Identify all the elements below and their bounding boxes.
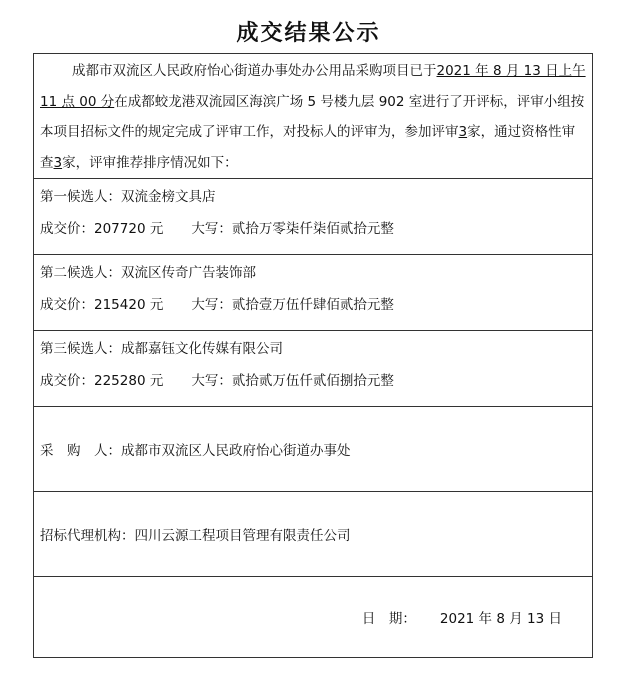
candidate-name-line: [40, 333, 586, 365]
candidate-rank-label: 第二候选人：: [40, 265, 121, 281]
price-words: 贰拾壹万伍仟肆佰贰拾元整: [231, 297, 394, 313]
purchaser-cell: [34, 407, 593, 492]
intro-text-1: 成都市双流区人民政府怡心街道办事处办公用品采购项目已于: [72, 63, 437, 79]
intro-date-time: 2021 年 8 月 13 日上午 11 点 00 分: [40, 63, 586, 110]
price-value: 225280 元: [94, 373, 164, 389]
price-value: 207720 元: [94, 221, 164, 237]
review-count: 3: [458, 124, 468, 140]
purchaser-row: [34, 407, 593, 492]
intro-text-3: 家，通过资格性审查: [40, 124, 576, 171]
intro-text-2: 在成都蛟龙港双流园区海滨广场 5 号楼九层 902 室进行了开评标，评审小组按本项目招标文件的规定完成了评审工作，对投标人的评审为，参加评审: [40, 93, 585, 140]
date-label: 日 期：: [361, 611, 416, 627]
price-words: 贰拾贰万伍仟贰佰捌拾元整: [231, 373, 394, 389]
candidate-cell: [34, 179, 593, 255]
candidate-rank-label: 第三候选人：: [40, 341, 121, 357]
agency-row: [34, 492, 593, 577]
price-label: 成交价：: [40, 373, 94, 389]
candidate-rank-label: 第一候选人：: [40, 189, 121, 205]
agency-value: 四川云源工程项目管理有限责任公司: [134, 528, 351, 544]
date-row: [34, 577, 593, 658]
page-title: 成交结果公示: [236, 20, 381, 46]
agency-cell: [34, 492, 593, 577]
candidate-name: 双流区传奇广告装饰部: [121, 265, 256, 281]
intro-text-4: 家，评审推荐排序情况如下：: [62, 154, 238, 171]
pass-count: 3: [53, 154, 63, 171]
price-value: 215420 元: [94, 297, 164, 313]
candidate-price-line: [40, 365, 586, 397]
candidate-row-2: [34, 255, 593, 331]
purchaser-value: 成都市双流区人民政府怡心街道办事处: [121, 443, 351, 459]
purchaser-label: 采 购 人：: [40, 443, 121, 459]
intro-paragraph: [34, 54, 593, 179]
candidate-price-line: [40, 289, 586, 321]
candidate-row-1: [34, 179, 593, 255]
candidate-price-line: [40, 213, 586, 245]
price-label: 成交价：: [40, 221, 94, 237]
price-label: 成交价：: [40, 297, 94, 313]
agency-label: 招标代理机构：: [40, 528, 135, 544]
words-label: 大写：: [191, 221, 232, 237]
price-words: 贰拾万零柒仟柒佰贰拾元整: [231, 221, 394, 237]
date-value: 2021 年 8 月 13 日: [439, 611, 562, 627]
words-label: 大写：: [191, 297, 232, 313]
candidate-cell: [34, 331, 593, 407]
candidate-name-line: [40, 181, 586, 213]
candidate-name: 双流金榜文具店: [121, 189, 216, 205]
intro-row: [34, 54, 593, 179]
candidate-name: 成都嘉钰文化传媒有限公司: [121, 341, 283, 357]
candidate-cell: [34, 255, 593, 331]
date-cell: [34, 577, 593, 658]
candidate-name-line: [40, 257, 586, 289]
result-table: [33, 53, 593, 658]
candidate-row-3: [34, 331, 593, 407]
words-label: 大写：: [191, 373, 232, 389]
